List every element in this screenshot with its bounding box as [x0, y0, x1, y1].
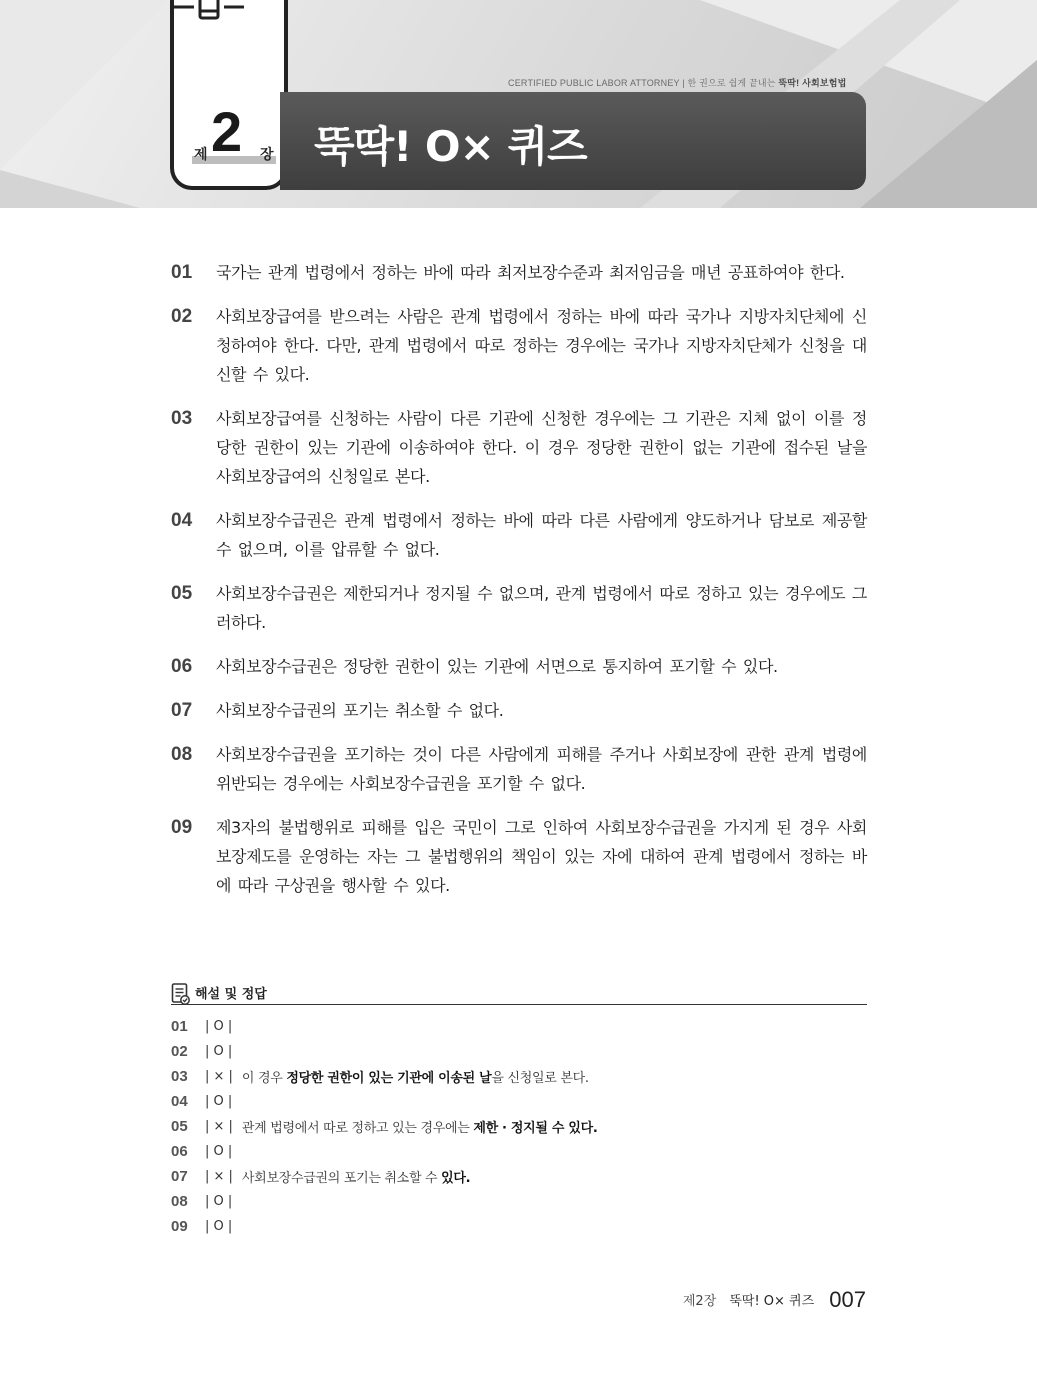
chapter-number: 2: [211, 100, 243, 163]
question-text: 사회보장급여를 신청하는 사람이 다른 기관에 신청한 경우에는 그 기관은 지체 없이 이를 정당한 권한이 있는 기관에 이송하여야 한다. 이 경우 정당한 권한이 없는 기관에 접수된 날을 사회보장급여의 신청일로 본다.: [216, 409, 867, 486]
answer-mark: | O |: [205, 1094, 233, 1109]
answer-row: [171, 1189, 867, 1214]
question-number: 07: [171, 700, 193, 721]
answer-mark: | O |: [205, 1219, 233, 1234]
question-number: 08: [171, 744, 193, 765]
explanation-text: 이 경우: [241, 1071, 287, 1086]
answer-row: [171, 1139, 867, 1164]
answer-row: [171, 1089, 867, 1114]
answer-row: [171, 1114, 867, 1139]
series-subtitle: 한 권으로 쉽게 끝내는: [687, 78, 776, 88]
chapter-suffix: 장: [260, 147, 274, 163]
answer-number: 03: [171, 1068, 188, 1085]
explanation-emphasis: 정당한 권한이 있는 기관에 이송된 날: [286, 1071, 492, 1086]
question-text: 국가는 관계 법령에서 정하는 바에 따라 최저보장수준과 최저임금을 매년 공표하여야 한다.: [216, 263, 845, 282]
chapter-prefix: 제: [194, 147, 208, 163]
explanation-text: 관계 법령에서 따로 정하고 있는 경우에는: [241, 1121, 474, 1136]
quiz-question: [171, 579, 867, 637]
answer-mark: | O |: [205, 1019, 233, 1034]
answer-explanation: [242, 1067, 589, 1086]
answer-mark: | O |: [205, 1144, 233, 1159]
answer-row: [171, 1064, 867, 1089]
answer-list: [171, 1014, 867, 1239]
answer-section-title: 해설 및 정답: [195, 987, 267, 1002]
answer-number: 05: [171, 1118, 188, 1135]
quiz-question: [171, 652, 867, 681]
explanation-text: 을 신청일로 본다.: [491, 1071, 589, 1086]
quiz-question: [171, 813, 867, 900]
answer-mark: | × |: [205, 1069, 233, 1084]
page-number: 007: [829, 1287, 866, 1312]
answer-number: 02: [171, 1043, 188, 1060]
quiz-question: [171, 506, 867, 564]
answer-explanation: [242, 1167, 470, 1186]
question-text: 사회보장수급권은 관계 법령에서 정하는 바에 따라 다른 사람에게 양도하거나 담보로 제공할 수 없으며, 이를 압류할 수 없다.: [216, 511, 867, 559]
series-separator: |: [682, 78, 685, 88]
answer-row: [171, 1214, 867, 1239]
series-title: 뚝딱! 사회보험법: [778, 78, 847, 88]
answer-number: 06: [171, 1143, 188, 1160]
page-footer: [600, 1287, 866, 1313]
answer-number: 01: [171, 1018, 188, 1035]
chapter-title-bar: [280, 92, 866, 190]
question-text: 사회보장수급권은 정당한 권한이 있는 기관에 서면으로 통지하여 포기할 수 있다.: [216, 657, 778, 676]
quiz-question: [171, 258, 867, 287]
quiz-question: [171, 302, 867, 389]
answer-number: 04: [171, 1093, 188, 1110]
question-text: 사회보장급여를 받으려는 사람은 관계 법령에서 정하는 바에 따라 국가나 지방자치단체에 신청하여야 한다. 다만, 관계 법령에서 따로 정하는 경우에는 국가나 지방자치단체가 신청을 대신할 수 있다.: [216, 307, 867, 384]
question-text: 제3자의 불법행위로 피해를 입은 국민이 그로 인하여 사회보장수급권을 가지게 된 경우 사회보장제도를 운영하는 자는 그 불법행위의 책임이 있는 자에 대하여 관계 법령에서 정하는 바에 따라 구상권을 행사할 수 있다.: [216, 818, 867, 895]
question-number: 06: [171, 656, 193, 677]
answer-number: 09: [171, 1218, 188, 1235]
answer-mark: | × |: [205, 1169, 233, 1184]
question-number: 09: [171, 817, 193, 838]
question-text: 사회보장수급권을 포기하는 것이 다른 사람에게 피해를 주거나 사회보장에 관한 관계 법령에 위반되는 경우에는 사회보장수급권을 포기할 수 없다.: [216, 745, 867, 793]
answer-row: [171, 1039, 867, 1064]
answer-row: [171, 1014, 867, 1039]
question-number: 04: [171, 510, 193, 531]
answer-mark: | × |: [205, 1119, 233, 1134]
quiz-question: [171, 696, 867, 725]
answer-number: 08: [171, 1193, 188, 1210]
explanation-emphasis: 있다.: [441, 1171, 471, 1186]
book-icon: [174, 0, 244, 20]
quiz-question-list: [171, 258, 867, 915]
footer-chapter: 제2장: [682, 1294, 717, 1309]
answer-mark: | O |: [205, 1194, 233, 1209]
answer-row: [171, 1164, 867, 1189]
question-number: 01: [171, 262, 193, 283]
explanation-emphasis: 제한 · 정지될 수 있다.: [473, 1121, 598, 1136]
answer-section-header: [171, 982, 867, 1005]
quiz-question: [171, 740, 867, 798]
quiz-question: [171, 404, 867, 491]
series-line: [508, 76, 847, 89]
question-text: 사회보장수급권은 제한되거나 정지될 수 없으며, 관계 법령에서 따로 정하고 있는 경우에도 그러하다.: [216, 584, 867, 632]
series-brand: CERTIFIED PUBLIC LABOR ATTORNEY: [508, 78, 680, 88]
chapter-header-band: [0, 0, 1037, 208]
answer-explanation: [242, 1117, 598, 1136]
question-number: 02: [171, 306, 193, 327]
chapter-tab: [170, 0, 288, 190]
question-number: 03: [171, 408, 193, 429]
explanation-text: 사회보장수급권의 포기는 취소할 수: [241, 1171, 442, 1186]
question-text: 사회보장수급권의 포기는 취소할 수 없다.: [216, 701, 504, 720]
answer-mark: | O |: [205, 1044, 233, 1059]
question-number: 05: [171, 583, 193, 604]
answer-sheet-icon: [171, 982, 191, 1006]
chapter-title: 뚝딱! O× 퀴즈: [314, 122, 587, 171]
footer-title: 뚝딱! O× 퀴즈: [729, 1294, 815, 1309]
answer-number: 07: [171, 1168, 188, 1185]
